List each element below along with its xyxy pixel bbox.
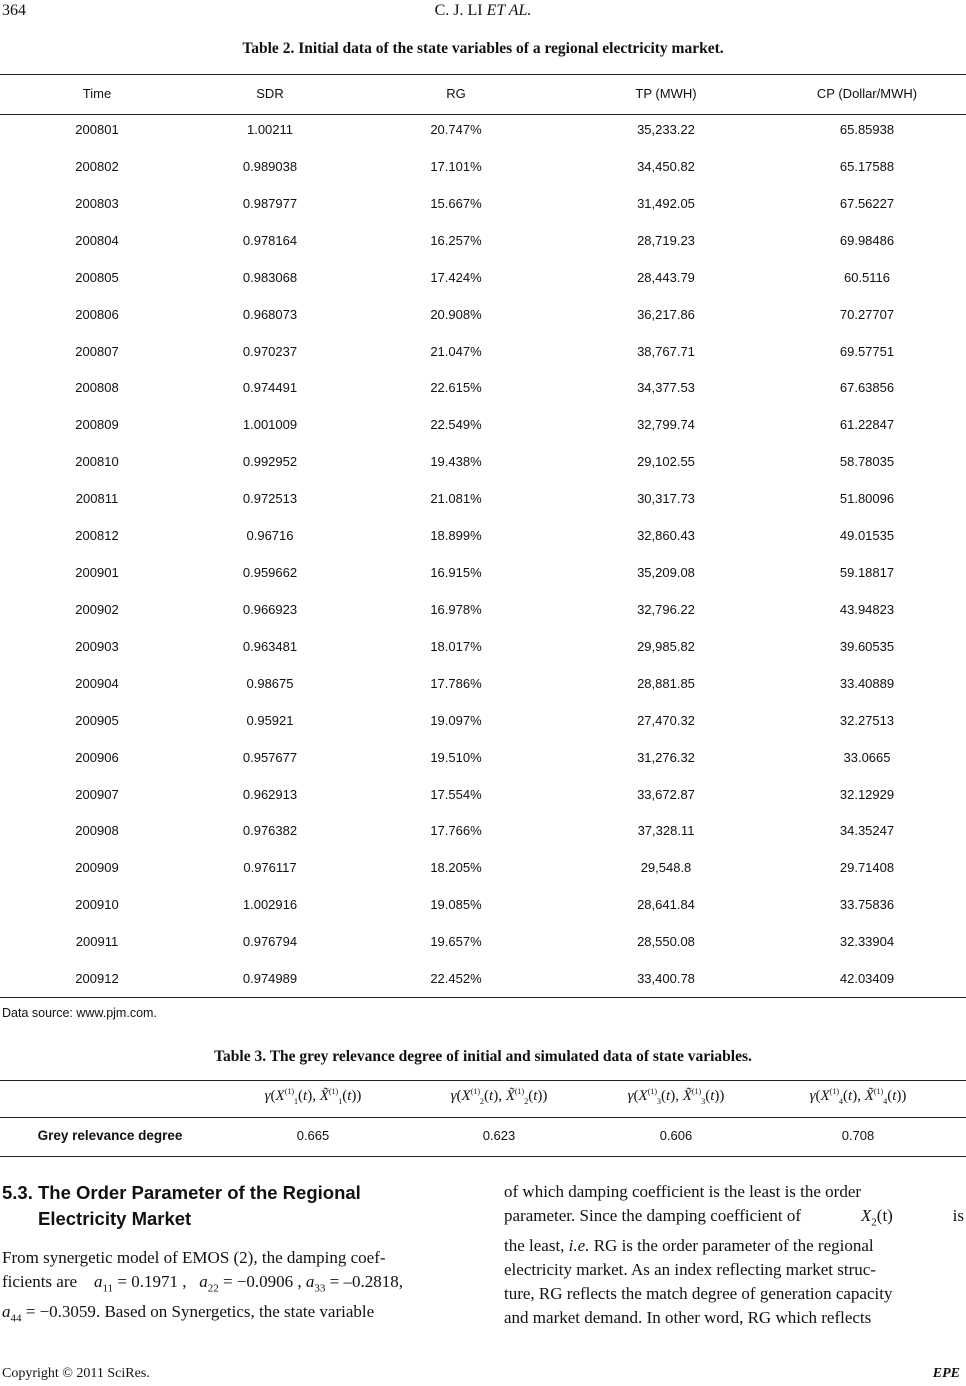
table-cell: 0.972513 [242,491,298,507]
table-cell: 17.101% [430,158,482,174]
table-cell: 200810 [75,454,119,470]
table-cell: 51.80096 [839,491,895,507]
table-cell: 42.03409 [839,971,895,987]
table3-bottom-rule [0,1156,966,1157]
table-cell: 19.438% [430,454,482,470]
table3-col-header: $\gamma(X^{(1)}_1(t)$, X̃$^{(1)}_1$(t)) [264,1087,362,1106]
table-cell: 31,276.32 [637,749,695,765]
table-cell: 22.452% [430,971,482,987]
table-cell: 17.424% [430,269,482,285]
table-cell: 35,233.22 [637,122,695,137]
table-cell: 200905 [75,712,119,728]
table-cell: 39.60535 [839,638,895,654]
footer-journal: EPE [932,1366,960,1381]
table-cell: 33,672.87 [637,786,695,802]
table-cell: 21.081% [430,491,482,507]
table-cell: 17.786% [430,675,482,691]
table-cell: 43.94823 [839,601,895,617]
table-cell: 34,450.82 [637,158,695,174]
table-cell: 69.57751 [839,343,895,359]
table-cell: 16.257% [430,232,482,248]
table-cell: 200803 [75,195,119,211]
right-line-5: ture, RG reflects the match degree of generation capacity [504,1284,893,1304]
right-column-text [504,1180,964,1330]
page-number: 364 [2,2,26,19]
table3-col-header: $\gamma(X^{(1)}_4(t)$, X̃$^{(1)}_4$(t)) [809,1087,907,1106]
table-cell: 200911 [75,934,119,950]
table-cell: 32,796.22 [637,601,695,617]
table-cell: 69.98486 [839,232,895,248]
section-heading-line2: Electricity Market [38,1208,192,1229]
table-cell: 200809 [75,417,119,433]
table-cell: 61.22847 [839,417,895,433]
table-cell: 200808 [75,380,119,396]
section-heading-line1: 5.3. The Order Parameter of the Regional [2,1182,361,1203]
table-cell: 0.976117 [243,860,297,876]
table-cell: 32,799.74 [637,417,695,433]
table-cell: 200903 [75,638,119,654]
table-cell: 35,209.08 [637,565,695,581]
table2-source-note: Data source: www.pjm.com. [2,1006,157,1020]
table-cell: 17.554% [430,786,482,802]
table-cell: 17.766% [430,823,482,839]
table-cell: 0.962913 [242,786,298,802]
table-cell: 200811 [75,491,119,507]
table-cell: 0.978164 [242,232,298,248]
table-cell: 19.085% [430,897,482,913]
table-cell: 32,860.43 [637,528,695,544]
table2-col-header: TP (MWH) [635,86,697,101]
table-cell: 28,443.79 [637,269,695,285]
table-cell: 34.35247 [839,823,895,839]
table-cell: 0.966923 [242,601,298,617]
table-cell: 65.17588 [839,158,895,174]
right-line-4: electricity market. As an index reflecting market struc- [504,1260,876,1280]
table-cell: 200805 [75,269,119,285]
table-cell: 200908 [75,823,119,839]
table-cell: 0.95921 [246,712,294,728]
table-cell: 0.983068 [242,269,298,285]
table-cell: 0.974989 [242,971,298,987]
table-cell: 32.27513 [839,712,895,728]
table-cell: 29,985.82 [637,638,695,654]
table-cell: 200812 [75,528,119,544]
table2-col-header: SDR [256,86,284,101]
table-cell: 28,719.23 [637,232,695,248]
right-line-3: the least, i.e. RG is the order parameter of the regional [504,1236,874,1256]
table-cell: 0.974491 [242,380,298,396]
table-cell: 33.75836 [839,897,895,913]
table-cell: 200804 [75,232,119,248]
table2-caption: Table 2. Initial data of the state variables of a regional electricity market. [242,40,724,57]
table-cell: 200909 [75,860,119,876]
table-cell: 37,328.11 [637,823,695,839]
table-cell: 49.01535 [839,528,895,544]
table-cell: 21.047% [430,343,482,359]
table-cell: 0.987977 [242,195,298,211]
table-cell: 0.970237 [242,343,298,359]
left-line-1: From synergetic model of EMOS (2), the damping coef- [2,1248,386,1267]
table-cell: 0.976794 [242,934,298,950]
table-cell: 27,470.32 [637,712,695,728]
left-line-2: ficients are $a_{11} = 0.1971$ , $a_{22} = -0.0906$ , $a_{33} = -0.2818$, [2,1272,404,1295]
table-cell: 200807 [75,343,119,359]
table2-col-header: Time [82,86,112,101]
table3-col-header: $\gamma(X^{(1)}_3(t)$, X̃$^{(1)}_3$(t)) [627,1087,725,1106]
table-cell: 28,550.08 [637,934,695,950]
table-cell: 200907 [75,786,119,802]
table-cell: 18.017% [430,638,482,654]
table3-top-rule [0,1080,966,1081]
table-cell: 200901 [75,565,119,581]
table-cell: 59.18817 [839,565,895,581]
table-cell: 22.615% [430,380,482,396]
table-cell: 19.657% [430,934,482,950]
table-cell: 200910 [75,897,119,913]
left-line-3: $a_{44} = -0.3059$. Based on Synergetics, the state variable [2,1302,375,1325]
table-cell: 33,400.78 [637,971,695,987]
table-cell: 29,548.8 [640,860,692,876]
table-cell: 200806 [75,306,119,322]
table-cell: 0.957677 [242,749,298,765]
right-line-1: of which damping coefficient is the least is the order [504,1182,862,1201]
table-cell: 0.96716 [246,528,294,544]
table-cell: 65.85938 [839,122,895,137]
table-cell: 200904 [75,675,119,691]
running-head [0,2,966,20]
table-cell: 38,767.71 [637,343,695,359]
table3-value: 0.665 [296,1128,330,1143]
table-cell: 0.959662 [242,565,298,581]
table-cell: 0.968073 [242,306,298,322]
table-cell: 200802 [75,158,119,174]
table3-header-rule [0,1117,966,1118]
table2-col-header: CP (Dollar/MWH) [816,86,918,101]
table-cell: 1.002916 [242,897,298,913]
table2-col-header: RG [446,86,466,101]
table-cell: 70.27707 [839,306,895,322]
table-cell: 15.667% [430,195,482,211]
table-cell: 0.992952 [242,454,298,470]
table-cell: 20.908% [430,306,482,322]
table-cell: 60.5116 [843,269,891,285]
table-cell: 0.976382 [242,823,298,839]
table3-value: 0.606 [659,1128,693,1143]
table-cell: 29.71408 [839,860,895,876]
table-cell: 18.205% [430,860,482,876]
table-cell: 28,881.85 [637,675,695,691]
table-cell: 34,377.53 [637,380,695,396]
table-cell: 33.40889 [839,675,895,691]
section-heading [2,1180,472,1232]
table2-top-rule [0,74,966,75]
table-cell: 22.549% [430,417,482,433]
table3-caption: Table 3. The grey relevance degree of initial and simulated data of state variables. [214,1048,752,1065]
table-cell: 200906 [75,749,119,765]
table3-value: 0.623 [482,1128,516,1143]
table-cell: 36,217.86 [637,306,695,322]
table3-col-header: $\gamma(X^{(1)}_2(t)$, X̃$^{(1)}_2$(t)) [450,1087,548,1106]
table-cell: 1.001009 [242,417,298,433]
table2-bottom-rule [0,997,966,998]
table-cell: 30,317.73 [637,491,695,507]
table-cell: 200912 [75,971,119,987]
table-cell: 33.0665 [843,749,891,765]
table-cell: 29,102.55 [637,454,695,470]
table-cell: 18.899% [430,528,482,544]
table-cell: 67.63856 [839,380,895,396]
table-cell: 16.915% [430,565,482,581]
table-cell: 0.963481 [242,638,298,654]
right-line-6: and market demand. In other word, RG which reflects [504,1308,872,1328]
table-cell: 16.978% [430,601,482,617]
running-head-etal: ET AL. [486,2,532,19]
table-cell: 19.510% [430,749,482,765]
table-cell: 28,641.84 [637,897,695,913]
left-column-text [2,1246,462,1331]
table-cell: 32.33904 [839,934,895,950]
table-cell: 20.747% [430,122,482,137]
table-cell: 1.00211 [246,122,294,137]
table3-value: 0.708 [841,1128,875,1143]
footer-copyright: Copyright © 2011 SciRes. [2,1366,150,1381]
table3-row-label: Grey relevance degree [37,1128,183,1143]
right-line-2: parameter. Since the damping coefficient of $X_2(t)$ is [504,1206,964,1229]
table-cell: 19.097% [430,712,482,728]
table-cell: 32.12929 [839,786,895,802]
table-cell: 31,492.05 [637,195,695,211]
running-head-author: C. J. LI [434,2,483,19]
table-cell: 0.98675 [246,675,294,691]
table-cell: 58.78035 [839,454,895,470]
table-cell: 67.56227 [839,195,895,211]
table2-header-rule [0,114,966,115]
table-cell: 200902 [75,601,119,617]
table-cell: 0.989038 [242,158,298,174]
table-cell: 200801 [75,122,119,137]
